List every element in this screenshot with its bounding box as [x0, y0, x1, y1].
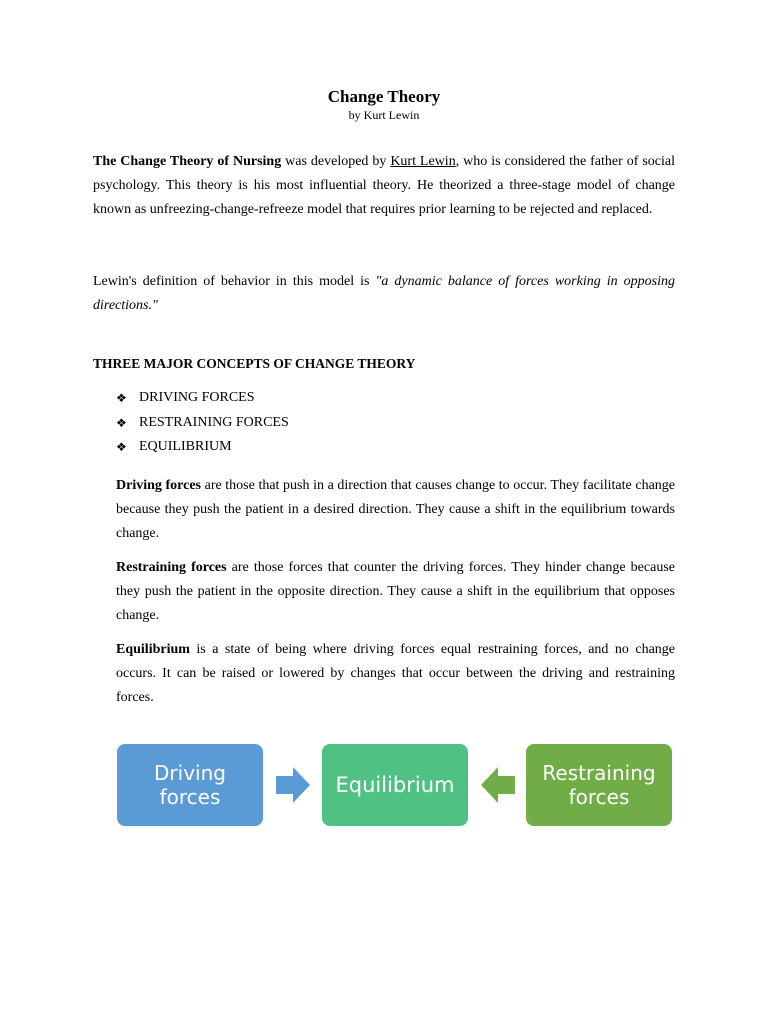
concept-label: DRIVING FORCES	[139, 390, 255, 405]
driving-forces-box	[117, 744, 263, 826]
driving-forces-paragraph	[116, 474, 675, 546]
definition-quote: "a dynamic balance of forces working in opposing directions."	[93, 274, 675, 313]
diamond-bullet-icon: ❖	[116, 440, 127, 454]
restraining-forces-term: Restraining forces	[116, 560, 227, 575]
concept-label: EQUILIBRIUM	[139, 439, 232, 454]
list-item	[116, 386, 289, 411]
arrow-left-icon	[481, 767, 515, 803]
intro-text-after-link: , who is considered the father of social psychology. This theory is his most influential theory. He theorized a three-stage model of change known as unfreezing-change-refreeze model that requires prior learning to be rejected and replaced.	[93, 154, 675, 217]
intro-bold-lead: The Change Theory of Nursing	[93, 154, 282, 169]
driving-forces-term: Driving forces	[116, 478, 201, 493]
driving-forces-text: are those that push in a direction that causes change to occur. They facilitate change because they push the patient in a desired direction. They cause a shift in the equilibrium towards change.	[116, 478, 675, 541]
equilibrium-text: is a state of being where driving forces equal restraining forces, and no change occurs. It can be raised or lowered by changes that occur between the driving and restraining forces.	[116, 642, 675, 705]
restraining-forces-paragraph	[116, 556, 675, 628]
equilibrium-paragraph	[116, 638, 675, 710]
definition-paragraph	[93, 270, 675, 318]
diamond-bullet-icon: ❖	[116, 415, 127, 430]
restraining-forces-box-line1: Restraining	[542, 761, 656, 785]
concepts-list	[116, 386, 289, 460]
driving-forces-box-line1: Driving	[154, 761, 226, 785]
list-item	[116, 435, 289, 460]
equilibrium-box	[322, 744, 468, 826]
author-link[interactable]: Kurt Lewin	[390, 154, 456, 169]
definition-text: Lewin's definition of behavior in this model is	[93, 274, 376, 289]
page-title: Change Theory	[327, 87, 441, 106]
equilibrium-term: Equilibrium	[116, 642, 190, 657]
intro-text-before-link: was developed by	[281, 154, 391, 169]
equilibrium-box-label: Equilibrium	[335, 773, 455, 797]
arrow-right-icon	[276, 767, 310, 803]
diamond-bullet-icon: ❖	[116, 391, 127, 405]
concept-label: RESTRAINING FORCES	[139, 414, 289, 430]
restraining-forces-box-line2: forces	[568, 785, 630, 809]
concepts-heading: THREE MAJOR CONCEPTS OF CHANGE THEORY	[93, 356, 416, 371]
driving-forces-box-line2: forces	[159, 785, 221, 809]
intro-paragraph	[93, 150, 675, 222]
page-subtitle: by Kurt Lewin	[348, 108, 420, 122]
restraining-forces-text: are those forces that counter the driving forces. They hinder change because they push the patient in the opposite direction. They cause a shift in the equilibrium that opposes change.	[116, 560, 675, 623]
list-item	[116, 411, 289, 436]
restraining-forces-box	[526, 744, 672, 826]
